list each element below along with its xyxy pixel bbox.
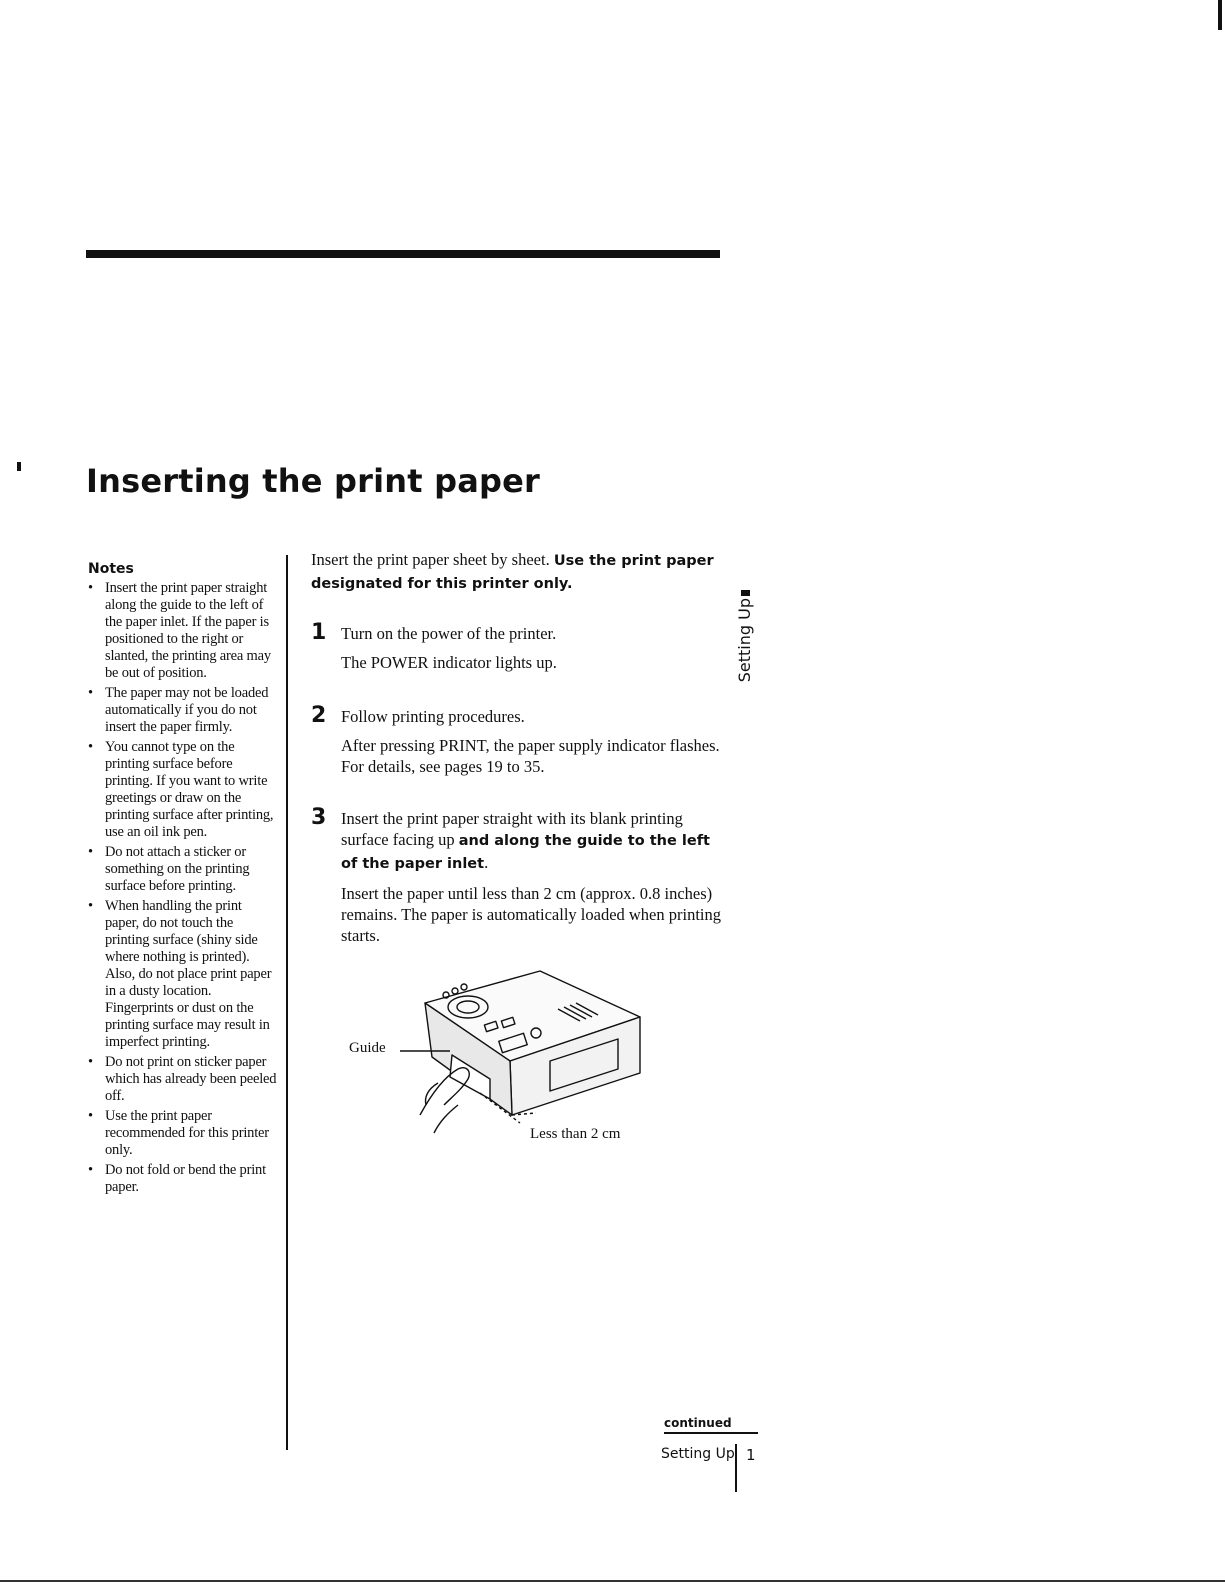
note-item: • Do not fold or bend the print paper. (88, 1162, 278, 1196)
step-body (341, 623, 731, 673)
note-item: • Do not print on sticker paper which has already been peeled off. (88, 1054, 278, 1105)
step-number: 1 (311, 620, 327, 645)
margin-mark (17, 462, 21, 471)
continued-label: continued (664, 1416, 732, 1430)
scan-bottom-edge (0, 1580, 1225, 1582)
page-number: 1 (746, 1446, 756, 1464)
footer-divider (735, 1444, 737, 1492)
intro-text: Insert the print paper sheet by sheet. (311, 550, 550, 569)
step-body (341, 706, 731, 777)
step-lead (341, 623, 731, 644)
note-item: • Use the print paper recommended for this printer only. (88, 1108, 278, 1159)
step-lead (341, 706, 731, 727)
note-item: • When handling the print paper, do not touch the printing surface (shiny side where nothing is printed). Also, do not place print paper in a dusty location. Fingerprints or dust on the printing surface may result in imperfect printing. (88, 898, 278, 1051)
step-detail: The POWER indicator lights up. (341, 653, 557, 672)
notes-section (88, 561, 278, 1199)
step-1 (311, 620, 731, 681)
step-3 (311, 805, 731, 954)
step-detail: After pressing PRINT, the paper supply indicator flashes. For details, see pages 19 to 35. (341, 736, 720, 776)
step-2 (311, 703, 731, 785)
step-lead-text: Follow printing procedures. (341, 707, 525, 726)
step-number: 2 (311, 703, 327, 728)
guide-label: Guide (349, 1040, 386, 1056)
intro-bold: Use the print paper designated for this printer only. (311, 553, 714, 592)
note-item: • Do not attach a sticker or something on the printing surface before printing. (88, 844, 278, 895)
intro-paragraph (311, 549, 731, 595)
printer-illustration (340, 965, 650, 1145)
side-tab-marker (741, 590, 750, 596)
notes-title: Notes (88, 561, 134, 577)
step-lead-tail: . (484, 853, 489, 872)
footer-section-name: Setting Up (661, 1446, 735, 1462)
notes-list (88, 580, 278, 1196)
column-divider (286, 555, 288, 1450)
step-lead (341, 808, 731, 875)
note-item: • You cannot type on the printing surface before printing. If you want to write greetings or draw on the printing surface after printing, use an oil ink pen. (88, 739, 278, 841)
step-body (341, 808, 731, 946)
side-tab-text: Setting Up (735, 598, 754, 683)
note-item: • The paper may not be loaded automatically if you do not insert the paper firmly. (88, 685, 278, 736)
heading-rule (86, 250, 720, 258)
distance-label: Less than 2 cm (530, 1126, 621, 1142)
scan-edge-mark (1218, 0, 1222, 30)
step-lead-bold: and along the guide to the left of the paper inlet (341, 833, 710, 872)
page-title: Inserting the print paper (86, 462, 540, 500)
continued-rule (664, 1432, 758, 1434)
step-lead-text: Turn on the power of the printer. (341, 624, 557, 643)
note-item: • Insert the print paper straight along the guide to the left of the paper inlet. If the paper is positioned to the right or slanted, the printing area may be out of position. (88, 580, 278, 682)
step-lead-text: Insert the print paper straight with its blank printing surface facing up (341, 809, 683, 849)
step-detail: Insert the paper until less than 2 cm (approx. 0.8 inches) remains. The paper is automatically loaded when printing starts. (341, 884, 721, 945)
step-number: 3 (311, 805, 327, 830)
